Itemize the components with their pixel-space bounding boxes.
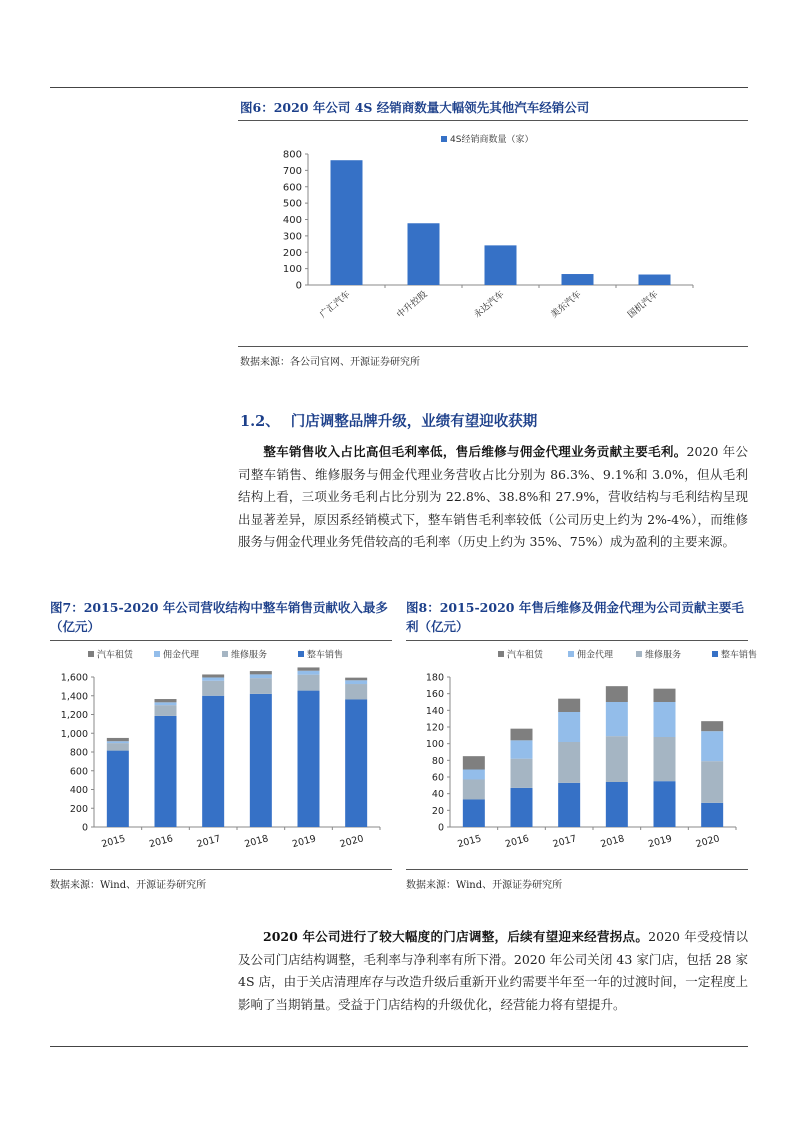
fig6-y-tick-label: 600 bbox=[282, 182, 302, 194]
fig7-y-tick-label: 200 bbox=[69, 803, 88, 815]
fig6-caption-rule bbox=[238, 120, 748, 121]
fig7-source-rule bbox=[50, 869, 392, 870]
fig7-x-tick-label: 2018 bbox=[243, 833, 270, 851]
fig8-source-rule bbox=[406, 869, 748, 870]
paragraph-1 bbox=[238, 441, 748, 554]
fig7-bar-2018-s1 bbox=[250, 694, 272, 827]
paragraph-1-lead: 整车销售收入占比高但毛利率低，售后维修与佣金代理业务贡献主要毛利。 bbox=[263, 444, 687, 459]
fig7-bar-2015-s3 bbox=[107, 741, 129, 743]
fig6-x-tick-label: 国机汽车 bbox=[626, 289, 661, 321]
fig6-y-tick-label: 400 bbox=[282, 215, 302, 226]
fig7-x-tick-label: 2019 bbox=[291, 833, 318, 851]
fig8-legend-swatch bbox=[568, 651, 574, 657]
fig7-source: 数据来源：Wind、开源证券研究所 bbox=[50, 880, 207, 891]
fig8-bar-2019-s2 bbox=[654, 737, 676, 781]
fig7-bar-2019-s1 bbox=[298, 691, 320, 827]
fig6-y-tick-label: 500 bbox=[282, 198, 302, 210]
fig7-bar-2016-s3 bbox=[155, 702, 177, 705]
fig7-bar-2019-s2 bbox=[298, 675, 320, 691]
fig7-legend-label: 汽车租赁 bbox=[97, 650, 134, 661]
fig7-bar-2020-s3 bbox=[345, 680, 367, 684]
fig7-x-tick-label: 2015 bbox=[100, 833, 127, 851]
fig8-bar-2020-s3 bbox=[701, 731, 723, 761]
fig8-legend-swatch bbox=[712, 651, 718, 657]
fig8-bar-2015-s2 bbox=[463, 780, 485, 800]
fig8-bar-2019-s3 bbox=[654, 702, 676, 737]
paragraph-2-body: 2020 年受疫情以及公司门店结构调整，毛利率与净利率有所下滑。2020 年公司关闭 43 家门店，包括 28 家 4S 店，由于关店清理库存与改造升级后重新开业约需要半年至一年的过渡时间，一定程度上影响了当期销量。受益于门店结构的升级优化，经营能力将有望提升。 bbox=[238, 929, 748, 1012]
fig7-x-tick-label: 2017 bbox=[195, 833, 222, 851]
fig8-bar-2015-s3 bbox=[463, 770, 485, 780]
fig7-legend-label: 维修服务 bbox=[231, 650, 268, 661]
fig7-y-tick-label: 400 bbox=[69, 785, 88, 796]
fig6-bar-3 bbox=[485, 245, 517, 285]
fig8-legend-label: 整车销售 bbox=[721, 650, 758, 661]
fig6-x-tick-label: 美东汽车 bbox=[549, 289, 584, 321]
fig8-y-tick-label: 140 bbox=[425, 705, 444, 717]
fig8-bar-2015-s4 bbox=[463, 756, 485, 769]
fig8-bar-2019-s1 bbox=[654, 781, 676, 827]
fig6-x-tick-label: 广汇汽车 bbox=[318, 289, 353, 321]
fig8-bar-2015-s1 bbox=[463, 800, 485, 828]
fig6-y-tick-label: 700 bbox=[282, 165, 302, 177]
footer-rule bbox=[50, 1046, 748, 1047]
fig8-caption-rule bbox=[406, 640, 748, 641]
fig7-bar-2016-s2 bbox=[155, 705, 177, 716]
fig7-bar-2018-s2 bbox=[250, 678, 272, 694]
fig7-x-tick-label: 2016 bbox=[148, 833, 175, 851]
fig6-x-tick-label: 永达汽车 bbox=[472, 289, 507, 321]
fig8-y-tick-label: 160 bbox=[425, 689, 444, 701]
fig7-bar-2020-s4 bbox=[345, 678, 367, 681]
fig8-source: 数据来源：Wind、开源证券研究所 bbox=[406, 880, 563, 891]
fig7-y-tick-label: 800 bbox=[69, 747, 88, 759]
fig8-bar-2018-s3 bbox=[606, 702, 628, 736]
fig8-y-tick-label: 180 bbox=[425, 672, 444, 684]
fig7-bar-2017-s2 bbox=[202, 681, 224, 696]
fig6-source-rule bbox=[238, 346, 748, 347]
fig6-y-tick-label: 300 bbox=[282, 231, 302, 243]
fig7-bar-2020-s2 bbox=[345, 684, 367, 699]
fig7-chart bbox=[50, 643, 392, 869]
paragraph-1-body: 2020 年公司整车销售、维修服务与佣金代理业务营收占比分别为 86.3%、9.1%和 3.0%，但从毛利结构上看，三项业务毛利占比分别为 22.8%、38.8%和 27.9%，营收结构与毛利结构呈现出显著差异，原因系经销模式下，整车销售毛利率较低（公司历史上约为 2%-4%），而维修服务与佣金代理业务凭借较高的毛利率（历史上约为 35%、75%）成为盈利的主要来源。 bbox=[238, 444, 748, 549]
fig6-caption: 图6：2020 年公司 4S 经销商数量大幅领先其他汽车经销公司 bbox=[240, 100, 590, 115]
fig8-legend-swatch bbox=[498, 651, 504, 657]
fig8-x-tick-label: 2015 bbox=[456, 833, 483, 851]
fig8-bar-2016-s2 bbox=[511, 759, 533, 788]
fig8-y-tick-label: 60 bbox=[431, 772, 444, 784]
fig7-legend-swatch bbox=[154, 651, 160, 657]
fig8-caption: 图8：2015-2020 年售后维修及佣金代理为公司贡献主要毛利（亿元） bbox=[406, 600, 744, 634]
fig8-bar-2017-s4 bbox=[558, 699, 580, 712]
fig8-x-tick-label: 2019 bbox=[647, 833, 674, 851]
fig7-bar-2015-s4 bbox=[107, 738, 129, 741]
fig8-legend-swatch bbox=[636, 651, 642, 657]
section-title: 门店调整品牌升级，业绩有望迎收获期 bbox=[290, 413, 538, 430]
fig8-legend-label: 汽车租赁 bbox=[507, 650, 544, 661]
fig7-x-tick-label: 2020 bbox=[338, 833, 365, 851]
paragraph-2 bbox=[238, 926, 748, 1016]
fig6-source: 数据来源：各公司官网、开源证券研究所 bbox=[240, 357, 420, 368]
fig7-caption: 图7：2015-2020 年公司营收结构中整车销售贡献收入最多（亿元） bbox=[50, 600, 388, 634]
fig7-legend-swatch bbox=[298, 651, 304, 657]
fig7-y-tick-label: 0 bbox=[81, 822, 88, 834]
fig8-bar-2017-s1 bbox=[558, 783, 580, 827]
fig7-bar-2015-s2 bbox=[107, 743, 129, 751]
fig8-legend-label: 佣金代理 bbox=[577, 650, 614, 661]
fig6-legend-label: 4S经销商数量（家） bbox=[450, 135, 534, 145]
section-heading bbox=[240, 410, 537, 431]
fig6-legend-swatch bbox=[441, 136, 447, 142]
header-rule bbox=[50, 87, 748, 88]
fig7-legend-label: 佣金代理 bbox=[163, 650, 200, 661]
fig8-bar-2020-s4 bbox=[701, 721, 723, 731]
fig8-bar-2017-s2 bbox=[558, 742, 580, 783]
fig8-bar-2018-s2 bbox=[606, 736, 628, 782]
fig8-bar-2020-s1 bbox=[701, 803, 723, 827]
fig6-bar-5 bbox=[639, 275, 671, 285]
fig7-bar-2020-s1 bbox=[345, 700, 367, 828]
fig7-y-tick-label: 1,200 bbox=[60, 710, 88, 721]
fig7-bar-2015-s1 bbox=[107, 751, 129, 827]
fig8-y-tick-label: 40 bbox=[431, 789, 444, 801]
fig6-y-tick-label: 200 bbox=[282, 247, 302, 259]
section-number: 1.2、 bbox=[240, 413, 280, 430]
fig7-bar-2019-s3 bbox=[298, 671, 320, 675]
fig8-bar-2016-s3 bbox=[511, 740, 533, 758]
fig8-x-tick-label: 2016 bbox=[504, 833, 531, 851]
fig8-bar-2017-s3 bbox=[558, 712, 580, 742]
fig8-y-tick-label: 0 bbox=[437, 822, 444, 834]
fig8-x-tick-label: 2018 bbox=[599, 833, 626, 851]
fig7-bar-2017-s4 bbox=[202, 674, 224, 677]
fig8-y-tick-label: 120 bbox=[425, 722, 444, 734]
fig8-bar-2018-s1 bbox=[606, 782, 628, 827]
fig7-y-tick-label: 1,000 bbox=[60, 728, 88, 740]
fig6-bar-2 bbox=[408, 223, 440, 285]
fig8-bar-2018-s4 bbox=[606, 686, 628, 702]
fig7-bar-2016-s4 bbox=[155, 699, 177, 702]
fig6-x-tick-label: 中升控股 bbox=[395, 289, 430, 321]
fig7-y-tick-label: 1,600 bbox=[60, 672, 88, 684]
fig7-y-tick-label: 600 bbox=[69, 766, 88, 778]
fig6-y-tick-label: 100 bbox=[282, 264, 302, 276]
fig8-chart bbox=[406, 643, 758, 869]
fig7-bar-2019-s4 bbox=[298, 667, 320, 670]
fig6-bar-1 bbox=[331, 160, 363, 285]
paragraph-2-lead: 2020 年公司进行了较大幅度的门店调整，后续有望迎来经营拐点。 bbox=[263, 929, 649, 944]
fig8-y-tick-label: 80 bbox=[431, 755, 444, 767]
fig8-x-tick-label: 2017 bbox=[551, 833, 578, 851]
fig7-bar-2017-s1 bbox=[202, 696, 224, 827]
fig8-bar-2016-s4 bbox=[511, 729, 533, 741]
fig7-legend-swatch bbox=[222, 651, 228, 657]
fig6-y-tick-label: 800 bbox=[282, 149, 302, 161]
fig8-x-tick-label: 2020 bbox=[694, 833, 721, 851]
fig8-legend-label: 维修服务 bbox=[645, 650, 682, 661]
fig6-chart bbox=[238, 124, 748, 346]
fig8-bar-2020-s2 bbox=[701, 761, 723, 803]
fig8-y-tick-label: 100 bbox=[425, 739, 444, 751]
fig6-y-tick-label: 0 bbox=[295, 280, 302, 292]
fig6-bar-4 bbox=[562, 274, 594, 285]
fig7-legend-swatch bbox=[88, 651, 94, 657]
fig8-bar-2016-s1 bbox=[511, 788, 533, 827]
fig7-bar-2017-s3 bbox=[202, 677, 224, 680]
fig7-legend-label: 整车销售 bbox=[307, 650, 344, 661]
fig7-bar-2018-s3 bbox=[250, 674, 272, 678]
fig7-y-tick-label: 1,400 bbox=[60, 691, 88, 703]
fig7-bar-2018-s4 bbox=[250, 671, 272, 674]
fig7-bar-2016-s1 bbox=[155, 716, 177, 827]
fig8-y-tick-label: 20 bbox=[431, 805, 444, 817]
fig8-bar-2019-s4 bbox=[654, 689, 676, 702]
fig7-caption-rule bbox=[50, 640, 392, 641]
